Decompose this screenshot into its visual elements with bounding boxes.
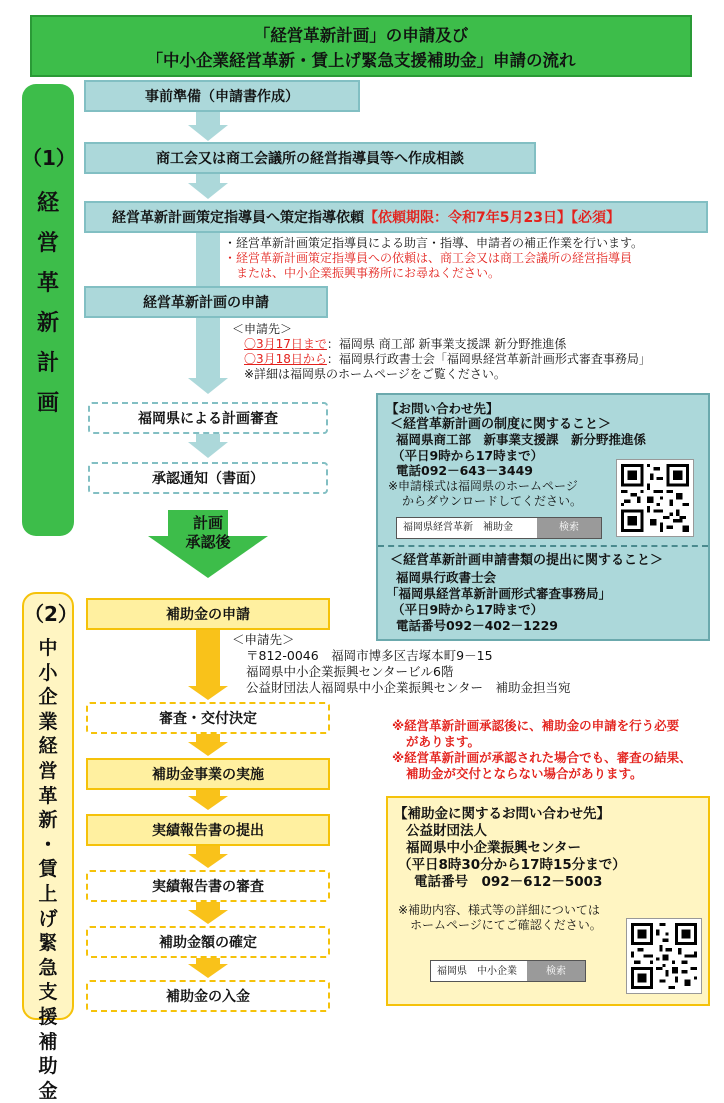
qr-code[interactable] bbox=[626, 918, 702, 994]
step-plan-application: 経営革新計画の申請 bbox=[84, 286, 328, 318]
step-project-implementation: 補助金事業の実施 bbox=[86, 758, 330, 790]
step-report-submission: 実績報告書の提出 bbox=[86, 814, 330, 846]
flow-arrow-head bbox=[188, 378, 228, 394]
step-amount-confirmation: 補助金額の確定 bbox=[86, 926, 330, 958]
search-query: 福岡県 中小企業 bbox=[437, 965, 517, 977]
step-guidance-request: 経営革新計画策定指導員へ策定指導依頼 【依頼期限：令和7年5月23日】【必須】 bbox=[84, 201, 708, 233]
section1-band bbox=[22, 84, 74, 536]
contact-head: 【補助金に関するお問い合わせ先】 bbox=[394, 806, 610, 822]
section2-title: 中 小 企 業 経 営 革 新 ・ 賃 上 げ 緊 急 支 援 補 助 金 bbox=[38, 637, 58, 1102]
flow-arrow-head bbox=[188, 442, 228, 458]
page-title: 「経営革新計画」の申請及び 「中小企業経営革新・賃上げ緊急支援補助金」申請の流れ bbox=[30, 15, 692, 77]
search-button[interactable]: 検索 bbox=[527, 961, 585, 981]
contact-box-subsidy: 【補助金に関するお問い合わせ先】 公益財団法人 福岡県中小企業振興センター （平日8時30分から17時15分まで） 電話番号 092－612－5003 ※補助内容、様式等の詳細については ホームページにてご確認ください。 福岡県 中小企業 検索 bbox=[386, 796, 710, 1006]
step-subsidy-application: 補助金の申請 bbox=[86, 598, 330, 630]
search-box-subsidy[interactable] bbox=[430, 960, 586, 982]
flow-arrow-head bbox=[188, 854, 228, 868]
step-prefecture-review: 福岡県による計画審査 bbox=[88, 402, 328, 434]
contact-divider bbox=[378, 545, 708, 547]
flow-arrow-shaft bbox=[196, 628, 220, 688]
search-box-plan[interactable] bbox=[396, 517, 602, 539]
flow-arrow-head bbox=[188, 183, 228, 199]
deadline-label: 【依頼期限：令和7年5月23日】【必須】 bbox=[364, 210, 620, 226]
approved-label: 計画 承認後 bbox=[185, 514, 231, 551]
contact-sub-submission: ＜経営革新計画申請書類の提出に関すること＞ bbox=[390, 553, 664, 568]
contact-head: 【お問い合わせ先】 bbox=[386, 401, 499, 416]
qr-code[interactable] bbox=[616, 459, 694, 537]
flow-arrow-shaft bbox=[196, 232, 220, 286]
step-review-grant-decision: 審査・交付決定 bbox=[86, 702, 330, 734]
subsidy-warnings: ※経営革新計画承認後に、補助金の申請を行う必要 があります。 ※経営革新計画が承認された場合でも、審査の結果、 補助金が交付とならない場合があります。 bbox=[392, 718, 692, 781]
contact-sub-system: ＜経営革新計画の制度に関すること＞ bbox=[390, 416, 612, 432]
section2-band bbox=[22, 592, 78, 1102]
section1-number: （1） bbox=[22, 146, 76, 170]
contact-box-plan: 【お問い合わせ先】 ＜経営革新計画の制度に関すること＞ 福岡県商工部 新事業支援課 新分野推進係 （平日9時から17時まで） 電話092－643－3449 ※申請様式は福岡県のホームページ からダウンロードしてください。 福岡県経営革新 補助金 検索 ＜経営革新計画申請書類の提出に関すること＞ 福岡県行政書士会 「福岡県経営革新計画形式審査事務局」 （平日9時から17時まで） 電話番号092－402－1229 bbox=[376, 393, 710, 641]
subsidy-application-destination: ＜申請先＞ 〒812-0046 福岡市博多区吉塚本町9－15 福岡県中小企業振興センタービル6階 公益財団法人福岡県中小企業振興センター 補助金担当宛 bbox=[232, 632, 571, 695]
flow-arrow-head bbox=[188, 796, 228, 810]
flow-arrow-shaft bbox=[196, 316, 220, 380]
step-report-review: 実績報告書の審査 bbox=[86, 870, 330, 902]
guidance-notes: ・経営革新計画策定指導員による助言・指導、申請者の補正作業を行います。 ・経営革新計画策定指導員への依頼は、商工会又は商工会議所の経営指導員 または、中小企業振興事務所にお尋ねください。 bbox=[224, 236, 644, 280]
step-approval-notice: 承認通知（書面） bbox=[88, 462, 328, 494]
section2-number: （2） bbox=[24, 602, 78, 626]
flow-arrow-head bbox=[188, 125, 228, 141]
flow-arrow-head bbox=[188, 964, 228, 978]
flow-arrow-head bbox=[188, 686, 228, 700]
plan-application-destinations: ＜申請先＞ 〇3月17日まで：福岡県 商工部 新事業支援課 新分野推進係 〇3月18日から：福岡県行政書士会「福岡県経営革新計画形式審査事務局」 ※詳細は福岡県のホームページをご覧ください。 bbox=[232, 322, 651, 381]
flow-arrow-head bbox=[188, 910, 228, 924]
step-payment: 補助金の入金 bbox=[86, 980, 330, 1012]
search-query: 福岡県経営革新 補助金 bbox=[403, 522, 513, 534]
section1-title: 経 営 革 新 計 画 bbox=[36, 191, 59, 416]
step-preparation: 事前準備（申請書作成） bbox=[84, 80, 360, 112]
search-button[interactable]: 検索 bbox=[537, 518, 601, 538]
step-consultation: 商工会又は商工会議所の経営指導員等へ作成相談 bbox=[84, 142, 536, 174]
flow-arrow-head bbox=[188, 742, 228, 756]
